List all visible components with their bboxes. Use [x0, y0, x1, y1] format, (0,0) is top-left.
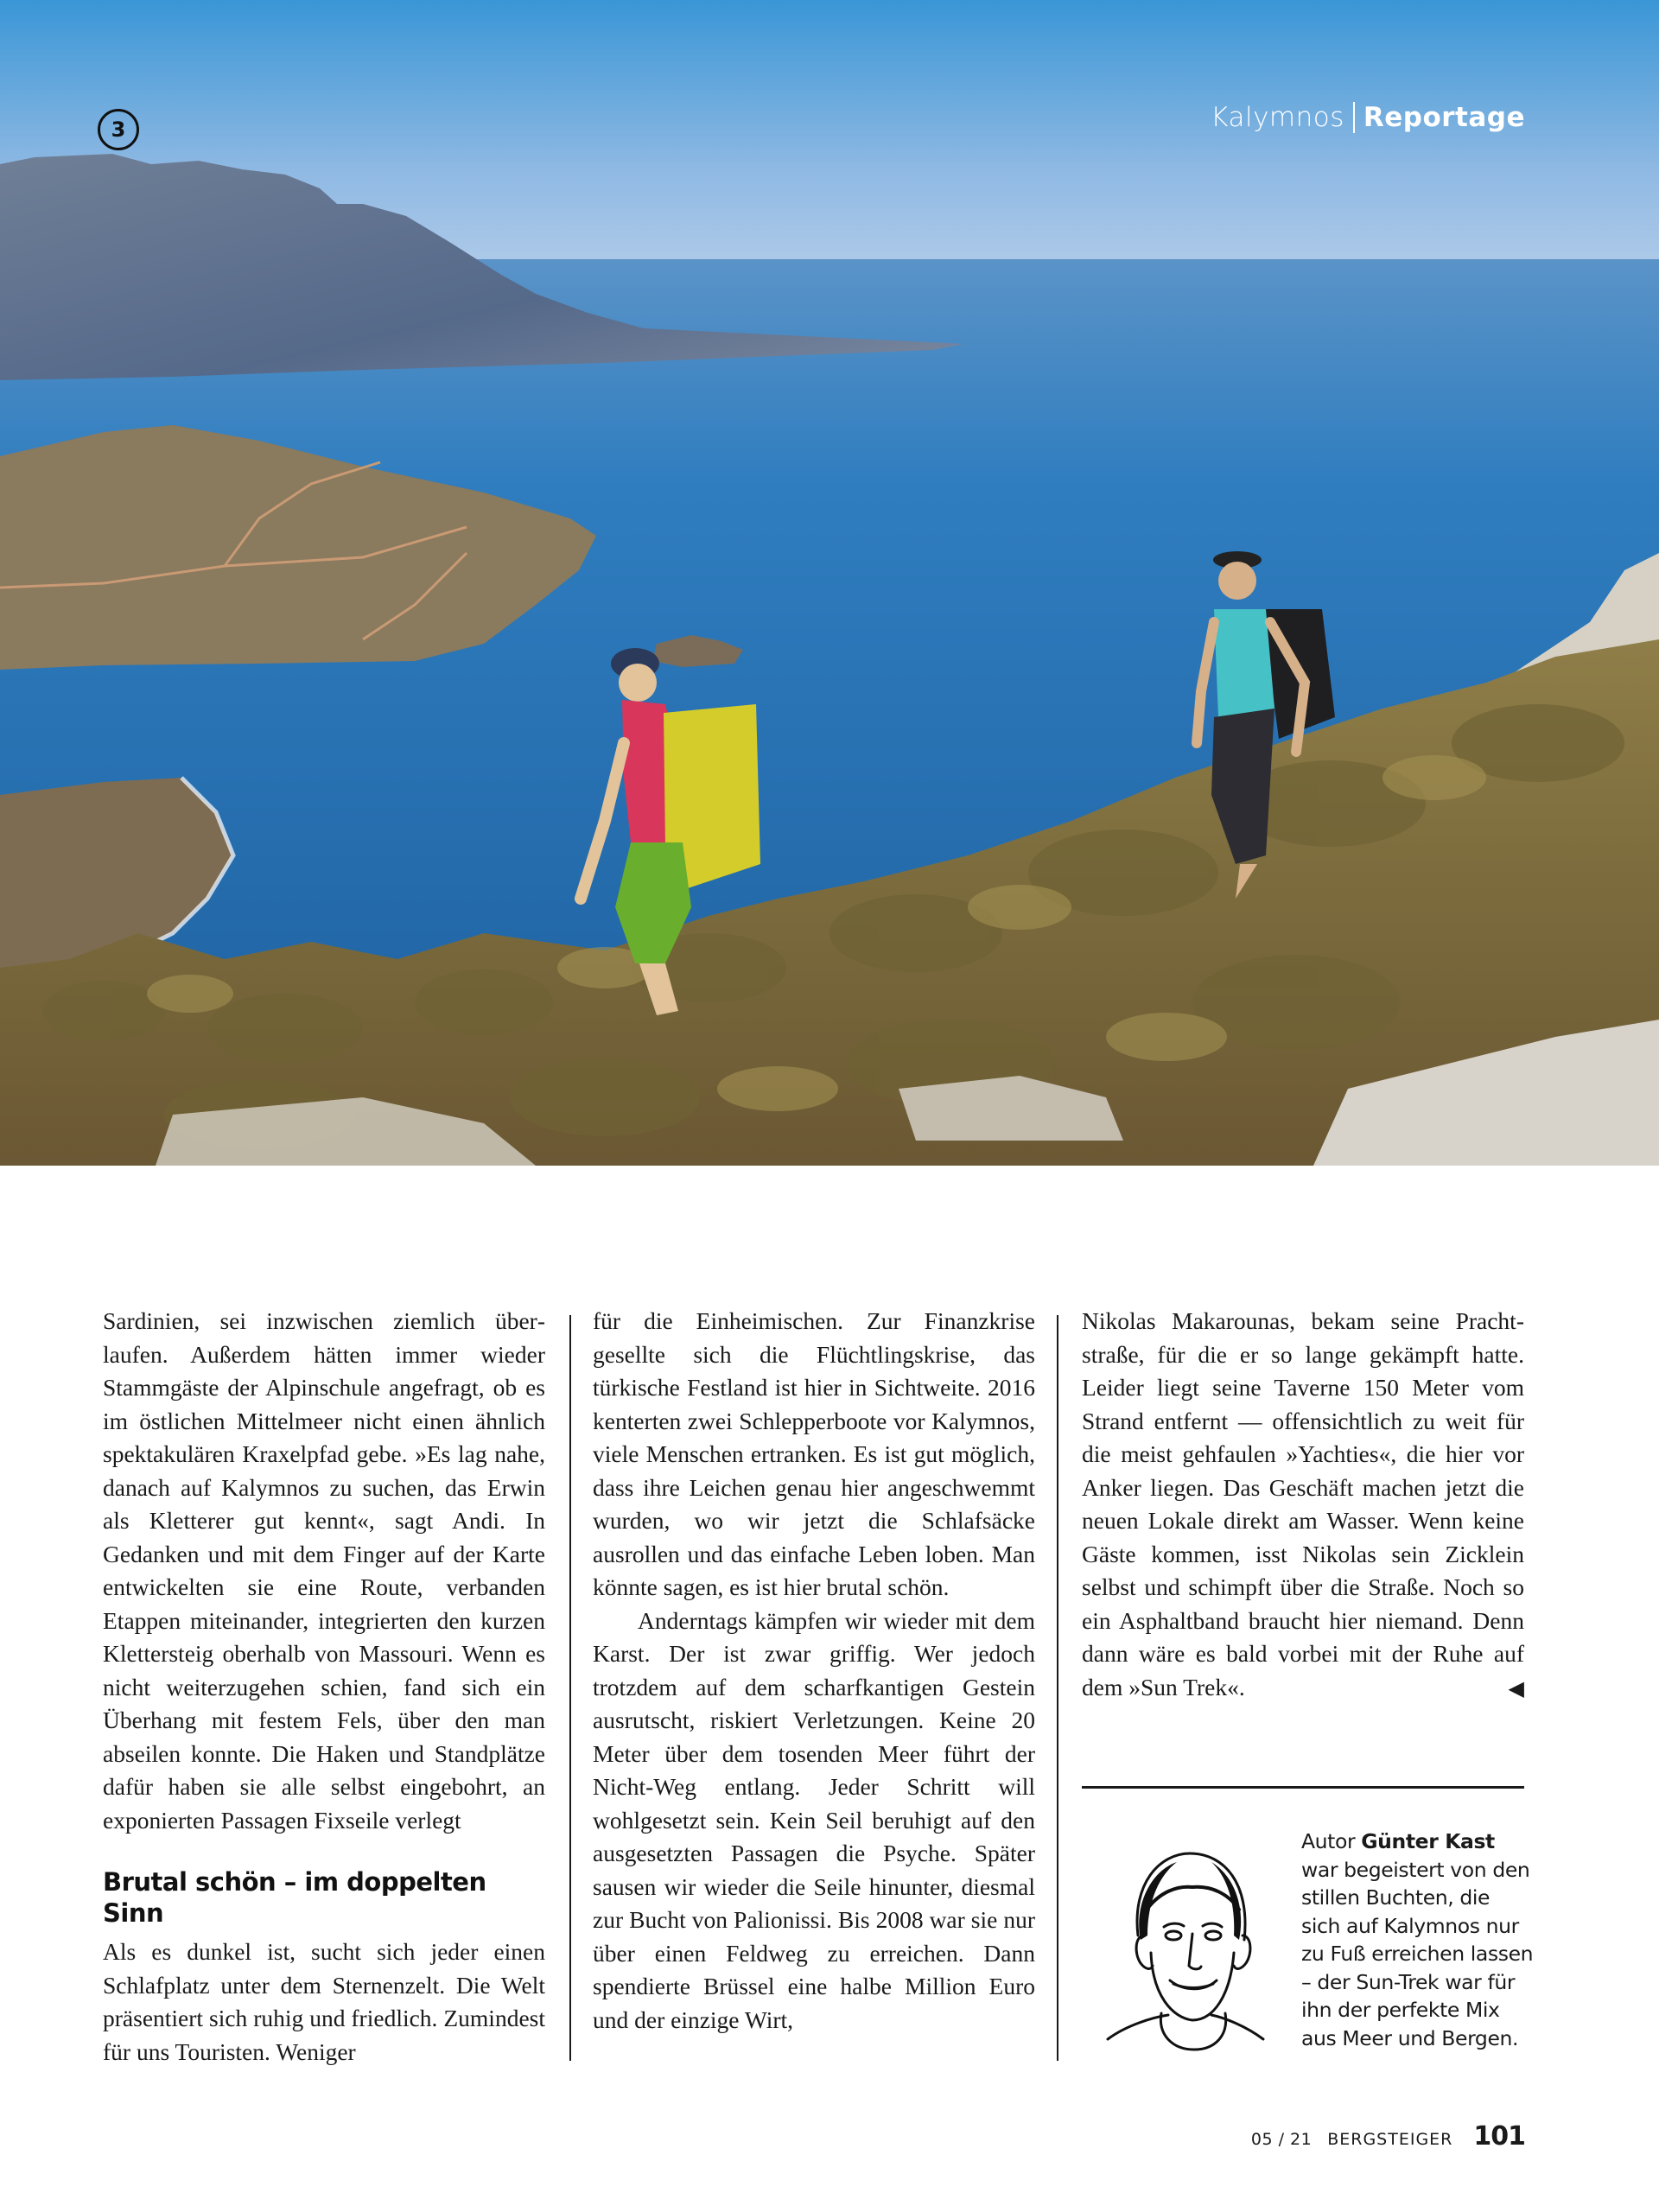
page-number: 101: [1473, 2121, 1525, 2152]
section-category: Reportage: [1363, 102, 1525, 133]
author-box-divider: [1082, 1786, 1524, 1789]
paragraph: [1082, 1305, 1524, 1704]
author-portrait-icon: [1090, 1823, 1281, 2056]
column-divider: [569, 1315, 571, 2061]
section-place: Kalymnos: [1211, 102, 1344, 133]
article-column-3: [1082, 1305, 1524, 1706]
issue-number: 05 / 21: [1250, 2130, 1313, 2149]
paragraph: Als es dunkel ist, sucht sich jeder einen Schlafplatz unter dem Sternenzelt. Die Welt präsentiert sich ruhig und friedlich. Zumindest für uns Touristen. Weniger: [103, 1938, 545, 2065]
author-prefix: Autor: [1301, 1829, 1362, 1853]
end-of-article-icon: ◀: [1508, 1677, 1524, 1700]
article-column-1: [103, 1305, 545, 2069]
page-footer: [1251, 2121, 1525, 2152]
photo-number-badge: 3: [98, 109, 139, 150]
magazine-name: BERGSTEIGER: [1327, 2130, 1453, 2149]
article-column-2: [593, 1305, 1035, 2037]
paragraph: Sardinien, sei inzwischen ziemlich überlaufen. Außerdem hätten immer wieder Stammgäste der Alpinschule angefragt, ob es im östlichen Mittelmeer nicht einen ähnlich spektakulären Kraxelpfad gebe. »Es lag nahe, danach auf Kalymnos zu suchen, das Erwin als Kletterer gut kennt«, sagt Andi. In Gedanken und mit dem Finger auf der Karte entwickelten sie eine Route, verbanden Etappen miteinander, integrierten den kurzen Klettersteig oberhalb von Massouri. Wenn es nicht weiterzugehen schien, fand sich ein Überhang mit festem Fels, über den man abseilen konnte. Die Haken und Standplätze dafür haben sie alle selbst eingebohrt, an exponierten Passagen Fixseile verlegt: [103, 1307, 545, 1834]
section-separator: [1353, 102, 1355, 133]
author-bio: [1301, 1827, 1535, 2052]
column-divider: [1057, 1315, 1058, 2061]
author-name: Günter Kast: [1361, 1829, 1495, 1853]
paragraph: für die Einheimischen. Zur Finanzkrise gesellte sich die Flüchtlingskrise, das türkische Festland ist hier in Sichtweite. 2016 kenterten zwei Schlepperboote vor Kalymnos, viele Menschen ertranken. Es ist gut möglich, dass ihre Leichen genau hier angeschwemmt wurden, wo wir jetzt die Schlafsäcke ausrollen und das einfache Leben loben. Man könnte sagen, es ist hier brutal schön.: [593, 1307, 1035, 1600]
subheading: Brutal schön – im doppelten Sinn: [103, 1867, 486, 1928]
paragraph: Anderntags kämpfen wir wieder mit dem Karst. Der ist zwar griffig. Wer jedoch trotzdem auf dem scharfkantigen Gestein ausrutscht, riskiert Verletzungen. Keine 20 Meter über dem tosenden Meer führt der Nicht-Weg entlang. Jeder Schritt will wohlgesetzt sein. Kein Seil beruhigt auf den ausgesetzten Passagen die Psyche. Später sausen wir wieder die Seile hinunter, diesmal zur Bucht von Palionissi. Bis 2008 war sie nur über einen Feldweg zu erreichen. Dann spendierte Brüssel eine halbe Million Euro und der einzige Wirt,: [593, 1606, 1035, 2033]
author-bio-text: war begeistert von den stillen Buchten, die sich auf Kalymnos nur zu Fuß erreichen lassen – der Sun-Trek war für ihn der perfekte Mix aus Meer und Bergen.: [1301, 1857, 1534, 2050]
section-header: [1211, 102, 1525, 133]
paragraph-text: Nikolas Makarounas, bekam seine Prachtstraße, für die er so lange gekämpft hatte. Leider liegt seine Taverne 150 Meter vom Strand entfernt — offensichtlich zu weit für die meist gehfaulen »Yachties«, die hier vor Anker liegen. Das Geschäft machen jetzt die neuen Lokale direkt am Wasser. Wenn keine Gäste kommen, isst Nikolas sein Zicklein selbst und schimpft über die Straße. Noch so ein Asphaltband braucht hier niemand. Denn dann wäre es bald vorbei mit der Ruhe auf dem »Sun Trek«.: [1082, 1307, 1524, 1700]
